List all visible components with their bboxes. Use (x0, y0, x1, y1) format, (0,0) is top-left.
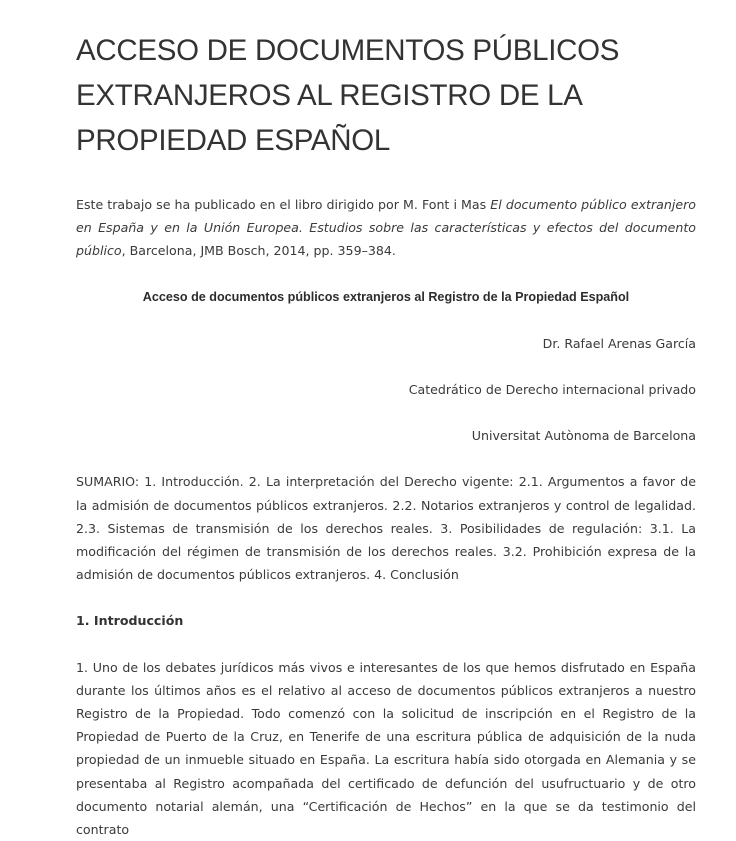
article (76, 28, 696, 841)
article-title-line: ACCESO DE DOCUMENTOS PÚBLICOS (76, 34, 620, 67)
author-name: Dr. Rafael Arenas García (542, 335, 696, 351)
article-title-line: PROPIEDAD ESPAÑOL (76, 124, 391, 157)
section-heading: 1. Introducción (76, 613, 184, 629)
article-title (76, 28, 696, 163)
author-position: Catedrático de Derecho internacional privado (408, 382, 696, 398)
article-title-line: EXTRANJEROS AL REGISTRO DE LA (76, 79, 583, 112)
publication-note-suffix: , Barcelona, JMB Bosch, 2014, pp. 359–384. (121, 243, 396, 259)
publication-note-prefix: Este trabajo se ha publicado en el libro dirigido por M. Font i Mas (76, 197, 491, 212)
summary: SUMARIO: 1. Introducción. 2. La interpretación del Derecho vigente: 2.1. Argumentos a favor de la admisión de documentos públicos extranjeros. 2.2. Notarios extranjeros y control de legalidad. 2.3. Sistemas de transmisión de los derechos reales. 3. Posibilidades de regulación: 3.1. La modificación del régimen de transmisión de los derechos reales. 3.2. Prohibición expresa de la admisión de documentos públicos extranjeros. 4. Conclusión (76, 474, 696, 583)
article-subtitle: Acceso de documentos públicos extranjeros al Registro de la Propiedad Español (142, 289, 630, 304)
publication-note (76, 193, 696, 263)
body-paragraph: 1. Uno de los debates jurídicos más vivos e interesantes de los que hemos disfrutado en España durante los últimos años es el relativo al acceso de documentos públicos extranjeros a nuestro Registro de la Propiedad. Todo comenzó con la solicitud de inscripción en el Registro de la Propiedad de Puerto de la Cruz, en Tenerife de una escritura pública de adquisición de la nuda propiedad de un inmueble situado en España. La escritura había sido otorgada en Alemania y se presentaba al Registro acompañada del certificado de defunción del usufructuario y de otro documento notarial alemán, una “Certificación de Hechos” en la que se da testimonio del contrato (76, 659, 696, 838)
author-institution: Universitat Autònoma de Barcelona (471, 428, 696, 444)
book-title: El documento público extranjero en España y en la Unión Europea. Estudios sobre las características y efectos del documento público (76, 197, 696, 259)
